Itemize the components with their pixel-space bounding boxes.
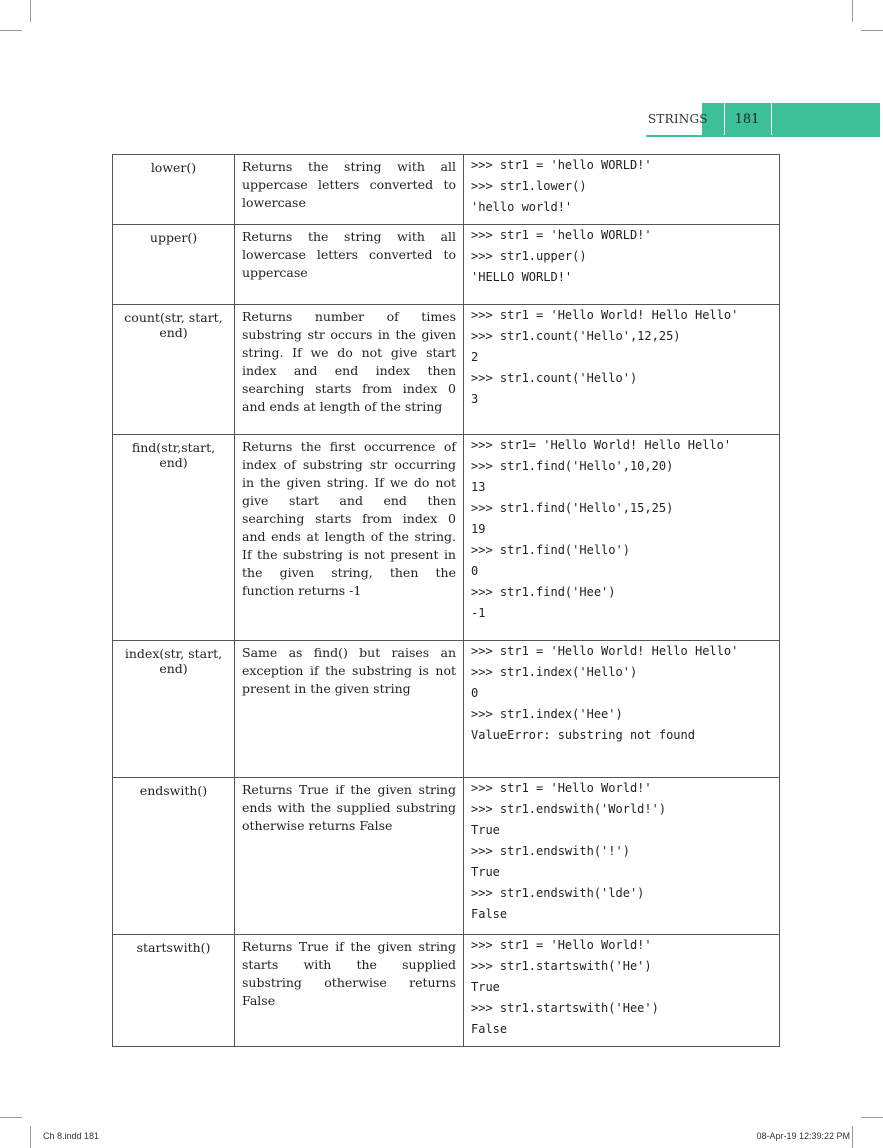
example-line: >>> str1.index('Hello') bbox=[471, 665, 638, 679]
crop-mark bbox=[861, 1117, 883, 1118]
example-line: >>> str1.count('Hello') bbox=[471, 371, 638, 385]
example-line: >>> str1.find('Hello') bbox=[471, 543, 630, 557]
table-row bbox=[113, 435, 780, 641]
example-line: 2 bbox=[471, 350, 479, 364]
crop-mark bbox=[0, 30, 22, 31]
function-name: startswith() bbox=[113, 935, 235, 1047]
example-line: 0 bbox=[471, 686, 479, 700]
header-separator bbox=[724, 103, 725, 135]
example-line: 0 bbox=[471, 564, 479, 578]
table-row bbox=[113, 778, 780, 935]
example-line: >>> str1 = 'Hello World!' bbox=[471, 781, 652, 795]
example-line: >>> str1.find('Hello',10,20) bbox=[471, 459, 674, 473]
function-description: Returns the string with all lowercase letters converted to uppercase bbox=[235, 225, 464, 305]
function-description: Returns the first occurrence of index of substring str occurring in the given string. If we do not give start and end then searching starts from index 0 and ends at length of the string. If the substring is not present in the given string, then the function returns -1 bbox=[235, 435, 464, 641]
table-row bbox=[113, 155, 780, 225]
crop-mark bbox=[852, 0, 853, 22]
example-line: 13 bbox=[471, 480, 486, 494]
example-line: 19 bbox=[471, 522, 486, 536]
footer-file-info: Ch 8.indd 181 bbox=[43, 1131, 100, 1141]
example-line: >>> str1.startswith('Hee') bbox=[471, 1001, 659, 1015]
table-row bbox=[113, 225, 780, 305]
function-name: endswith() bbox=[113, 778, 235, 935]
example-line: >>> str1 = 'hello WORLD!' bbox=[471, 228, 652, 242]
function-example bbox=[464, 155, 780, 225]
example-line: 3 bbox=[471, 392, 479, 406]
function-example bbox=[464, 778, 780, 935]
example-line: True bbox=[471, 980, 500, 994]
example-line: >>> str1.count('Hello',12,25) bbox=[471, 329, 681, 343]
example-line: -1 bbox=[471, 606, 486, 620]
function-description: Returns True if the given string starts with the supplied substring otherwise returns False bbox=[235, 935, 464, 1047]
example-line: False bbox=[471, 907, 508, 921]
example-line: >>> str1.lower() bbox=[471, 179, 587, 193]
example-line: >>> str1 = 'Hello World! Hello Hello' bbox=[471, 644, 739, 658]
function-example bbox=[464, 305, 780, 435]
header-rule bbox=[646, 135, 880, 137]
table-row bbox=[113, 305, 780, 435]
section-title: STRINGS bbox=[648, 112, 708, 126]
crop-mark bbox=[852, 1126, 853, 1148]
example-line: >>> str1.endswith('World!') bbox=[471, 802, 667, 816]
example-line: >>> str1.index('Hee') bbox=[471, 707, 623, 721]
crop-mark bbox=[861, 30, 883, 31]
example-line: >>> str1 = 'hello WORLD!' bbox=[471, 158, 652, 172]
example-line: False bbox=[471, 1022, 508, 1036]
string-methods-table bbox=[112, 154, 780, 1047]
function-description: Same as find() but raises an exception if the substring is not present in the given string bbox=[235, 641, 464, 778]
table-row bbox=[113, 641, 780, 778]
example-line: 'hello world!' bbox=[471, 200, 573, 214]
example-line: ValueError: substring not found bbox=[471, 728, 695, 742]
example-line: >>> str1.find('Hello',15,25) bbox=[471, 501, 674, 515]
page-number: 181 bbox=[734, 111, 760, 127]
function-name: count(str, start, end) bbox=[113, 305, 235, 435]
function-example bbox=[464, 641, 780, 778]
section-title-tab bbox=[646, 103, 708, 135]
footer-timestamp: 08-Apr-19 12:39:22 PM bbox=[756, 1131, 850, 1141]
example-line: >>> str1.startswith('He') bbox=[471, 959, 652, 973]
function-description: Returns the string with all uppercase letters converted to lowercase bbox=[235, 155, 464, 225]
crop-mark bbox=[30, 0, 31, 22]
example-line: >>> str1.upper() bbox=[471, 249, 587, 263]
example-line: True bbox=[471, 823, 500, 837]
example-line: >>> str1.endswith('lde') bbox=[471, 886, 645, 900]
example-line: >>> str1 = 'Hello World! Hello Hello' bbox=[471, 308, 739, 322]
function-example bbox=[464, 225, 780, 305]
example-line: >>> str1.endswith('!') bbox=[471, 844, 630, 858]
table-row bbox=[113, 935, 780, 1047]
example-line: True bbox=[471, 865, 500, 879]
crop-mark bbox=[30, 1126, 31, 1148]
example-line: >>> str1= 'Hello World! Hello Hello' bbox=[471, 438, 732, 452]
function-name: upper() bbox=[113, 225, 235, 305]
crop-mark bbox=[0, 1117, 22, 1118]
function-description: Returns number of times substring str occurs in the given string. If we do not give start index and end index then searching starts from index 0 and ends at length of the string bbox=[235, 305, 464, 435]
function-example bbox=[464, 435, 780, 641]
example-line: >>> str1 = 'Hello World!' bbox=[471, 938, 652, 952]
function-name: lower() bbox=[113, 155, 235, 225]
function-name: find(str,start, end) bbox=[113, 435, 235, 641]
function-example bbox=[464, 935, 780, 1047]
example-line: >>> str1.find('Hee') bbox=[471, 585, 616, 599]
example-line: 'HELLO WORLD!' bbox=[471, 270, 573, 284]
function-name: index(str, start, end) bbox=[113, 641, 235, 778]
page-number-box bbox=[723, 103, 772, 135]
function-description: Returns True if the given string ends with the supplied substring otherwise returns False bbox=[235, 778, 464, 935]
